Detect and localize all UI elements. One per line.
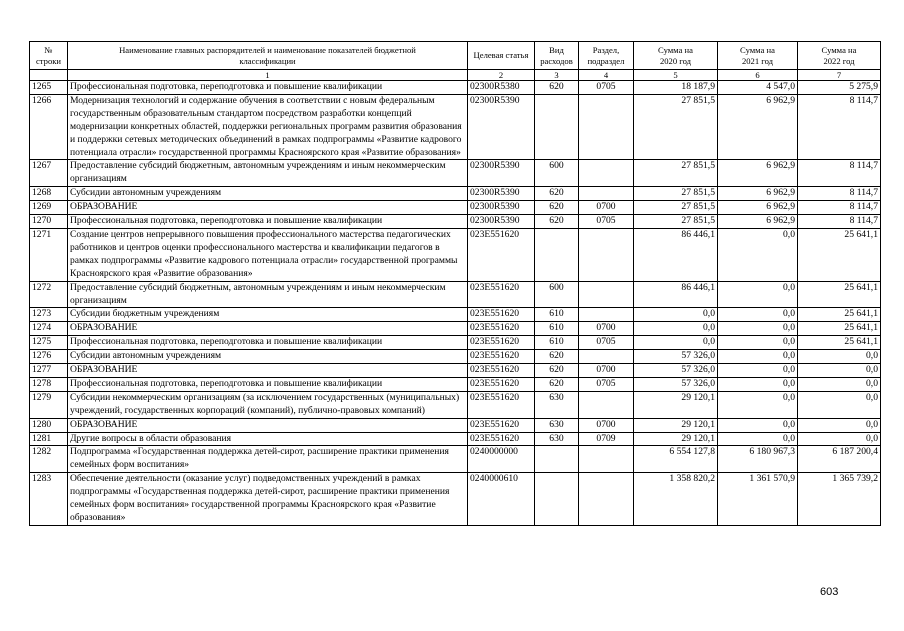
row-number: 1276 (30, 350, 68, 364)
row-target-code: 02300R5390 (468, 187, 535, 201)
table-row (30, 473, 881, 526)
row-number: 1275 (30, 336, 68, 350)
row-sum-2022: 6 187 200,4 (798, 446, 881, 473)
row-sum-2021: 6 962,9 (718, 187, 798, 201)
table-row (30, 308, 881, 322)
row-target-code: 02300R5380 (468, 81, 535, 95)
row-target-code: 0240000000 (468, 446, 535, 473)
row-expense-type: 620 (535, 377, 579, 391)
header-code: Целевая статья (468, 42, 535, 70)
row-sum-2021: 0,0 (718, 336, 798, 350)
row-expense-type: 620 (535, 81, 579, 95)
table-row (30, 336, 881, 350)
budget-table (29, 41, 881, 526)
column-number: 4 (579, 70, 634, 81)
row-sum-2020: 0,0 (634, 336, 718, 350)
row-sum-2021: 0,0 (718, 350, 798, 364)
row-target-code: 023E551620 (468, 432, 535, 446)
row-sum-2020: 0,0 (634, 322, 718, 336)
row-section (579, 228, 634, 281)
row-sum-2021: 6 962,9 (718, 94, 798, 160)
row-sum-2020: 57 326,0 (634, 364, 718, 378)
row-sum-2020: 27 851,5 (634, 160, 718, 187)
row-number: 1281 (30, 432, 68, 446)
table-row (30, 418, 881, 432)
row-sum-2021: 4 547,0 (718, 81, 798, 95)
row-sum-2022: 25 641,1 (798, 322, 881, 336)
header-sum-2021: Сумма на 2021 год (718, 42, 798, 70)
row-target-code: 02300R5390 (468, 94, 535, 160)
row-sum-2022: 8 114,7 (798, 215, 881, 229)
row-expense-type (535, 228, 579, 281)
row-sum-2022: 8 114,7 (798, 201, 881, 215)
row-sum-2021: 0,0 (718, 418, 798, 432)
row-sum-2022: 25 641,1 (798, 228, 881, 281)
row-sum-2022: 0,0 (798, 418, 881, 432)
row-sum-2022: 25 641,1 (798, 308, 881, 322)
row-target-code: 023E551620 (468, 364, 535, 378)
row-sum-2020: 57 326,0 (634, 377, 718, 391)
row-sum-2022: 25 641,1 (798, 336, 881, 350)
row-target-code: 023E551620 (468, 228, 535, 281)
row-name: Модернизация технологий и содержание обучения в соответствии с новым федеральным государственным образовательным стандартом посредством разработки концепций модернизации конкретных областей, поддержки региональных программ развития образования и поддержки сетевых методических объединений в рамках подпрограммы «Развитие кадрового потенциала отрасли» государственной программы Красноярского края «Развитие образования» (68, 94, 468, 160)
table-row (30, 446, 881, 473)
row-sum-2020: 86 446,1 (634, 281, 718, 308)
row-sum-2021: 0,0 (718, 228, 798, 281)
column-number-row (30, 70, 881, 81)
row-name: Профессиональная подготовка, переподготовка и повышение квалификации (68, 336, 468, 350)
table-row (30, 160, 881, 187)
row-target-code: 023E551620 (468, 418, 535, 432)
row-sum-2020: 0,0 (634, 308, 718, 322)
row-section: 0700 (579, 364, 634, 378)
row-name: Субсидии некоммерческим организациям (за исключением государственных (муниципальных) учреждений, государственных корпораций (компаний), публично-правовых компаний) (68, 391, 468, 418)
row-number: 1282 (30, 446, 68, 473)
table-row (30, 377, 881, 391)
row-section: 0705 (579, 336, 634, 350)
row-target-code: 023E551620 (468, 336, 535, 350)
row-sum-2022: 25 641,1 (798, 281, 881, 308)
column-number (30, 70, 68, 81)
row-sum-2021: 0,0 (718, 364, 798, 378)
row-sum-2022: 8 114,7 (798, 94, 881, 160)
row-number: 1271 (30, 228, 68, 281)
row-expense-type: 630 (535, 391, 579, 418)
row-expense-type: 630 (535, 418, 579, 432)
column-number: 6 (718, 70, 798, 81)
row-name: ОБРАЗОВАНИЕ (68, 364, 468, 378)
row-sum-2022: 0,0 (798, 432, 881, 446)
row-target-code: 023E551620 (468, 281, 535, 308)
row-expense-type: 610 (535, 322, 579, 336)
row-sum-2021: 6 180 967,3 (718, 446, 798, 473)
row-number: 1277 (30, 364, 68, 378)
row-section (579, 473, 634, 526)
row-sum-2022: 5 275,9 (798, 81, 881, 95)
row-sum-2021: 6 962,9 (718, 160, 798, 187)
row-expense-type (535, 446, 579, 473)
row-name: Профессиональная подготовка, переподготовка и повышение квалификации (68, 81, 468, 95)
row-number: 1272 (30, 281, 68, 308)
row-number: 1265 (30, 81, 68, 95)
row-name: ОБРАЗОВАНИЕ (68, 201, 468, 215)
row-section (579, 281, 634, 308)
row-sum-2021: 0,0 (718, 432, 798, 446)
row-sum-2020: 57 326,0 (634, 350, 718, 364)
column-number: 7 (798, 70, 881, 81)
row-expense-type: 600 (535, 160, 579, 187)
row-number: 1268 (30, 187, 68, 201)
row-section: 0705 (579, 81, 634, 95)
header-section: Раздел, подраздел (579, 42, 634, 70)
row-expense-type: 620 (535, 187, 579, 201)
row-section (579, 187, 634, 201)
row-target-code: 02300R5390 (468, 215, 535, 229)
row-section: 0705 (579, 215, 634, 229)
table-row (30, 350, 881, 364)
row-name: ОБРАЗОВАНИЕ (68, 418, 468, 432)
table-row (30, 322, 881, 336)
row-sum-2021: 0,0 (718, 322, 798, 336)
row-sum-2022: 1 365 739,2 (798, 473, 881, 526)
row-number: 1278 (30, 377, 68, 391)
row-sum-2020: 27 851,5 (634, 187, 718, 201)
row-sum-2022: 0,0 (798, 364, 881, 378)
row-sum-2022: 0,0 (798, 377, 881, 391)
row-sum-2021: 0,0 (718, 391, 798, 418)
row-name: Другие вопросы в области образования (68, 432, 468, 446)
column-number: 3 (535, 70, 579, 81)
row-number: 1280 (30, 418, 68, 432)
row-sum-2021: 1 361 570,9 (718, 473, 798, 526)
row-number: 1270 (30, 215, 68, 229)
header-no: № строки (30, 42, 68, 70)
row-section: 0700 (579, 322, 634, 336)
row-name: Субсидии бюджетным учреждениям (68, 308, 468, 322)
row-section: 0700 (579, 201, 634, 215)
row-target-code: 02300R5390 (468, 160, 535, 187)
row-sum-2022: 8 114,7 (798, 160, 881, 187)
row-section (579, 446, 634, 473)
row-target-code: 02300R5390 (468, 201, 535, 215)
row-name: ОБРАЗОВАНИЕ (68, 322, 468, 336)
row-section (579, 308, 634, 322)
header-sum-2020: Сумма на 2020 год (634, 42, 718, 70)
row-section: 0700 (579, 418, 634, 432)
row-name: Субсидии автономным учреждениям (68, 187, 468, 201)
row-number: 1283 (30, 473, 68, 526)
row-number: 1269 (30, 201, 68, 215)
row-expense-type: 630 (535, 432, 579, 446)
column-number: 5 (634, 70, 718, 81)
row-sum-2020: 29 120,1 (634, 432, 718, 446)
row-sum-2021: 0,0 (718, 281, 798, 308)
row-section: 0709 (579, 432, 634, 446)
row-name: Предоставление субсидий бюджетным, автономным учреждениям и иным некоммерческим организациям (68, 160, 468, 187)
row-sum-2020: 27 851,5 (634, 201, 718, 215)
row-expense-type (535, 94, 579, 160)
column-number: 1 (68, 70, 468, 81)
row-sum-2020: 27 851,5 (634, 94, 718, 160)
table-row (30, 81, 881, 95)
row-name: Субсидии автономным учреждениям (68, 350, 468, 364)
row-sum-2022: 0,0 (798, 391, 881, 418)
row-target-code: 023E551620 (468, 391, 535, 418)
row-sum-2022: 8 114,7 (798, 187, 881, 201)
page-number: 603 (820, 586, 839, 598)
row-expense-type: 620 (535, 350, 579, 364)
row-expense-type: 610 (535, 308, 579, 322)
row-expense-type: 600 (535, 281, 579, 308)
table-row (30, 201, 881, 215)
row-number: 1279 (30, 391, 68, 418)
row-sum-2021: 0,0 (718, 377, 798, 391)
row-sum-2020: 29 120,1 (634, 391, 718, 418)
row-expense-type: 620 (535, 201, 579, 215)
row-expense-type: 620 (535, 215, 579, 229)
row-target-code: 023E551620 (468, 377, 535, 391)
row-name: Предоставление субсидий бюджетным, автономным учреждениям и иным некоммерческим организациям (68, 281, 468, 308)
row-sum-2022: 0,0 (798, 350, 881, 364)
header-name: Наименование главных распорядителей и наименование показателей бюджетной классификации (68, 42, 468, 70)
table-row (30, 391, 881, 418)
table-row (30, 215, 881, 229)
header-sum-2022: Сумма на 2022 год (798, 42, 881, 70)
row-name: Создание центров непрерывного повышения профессионального мастерства педагогических работников и центров оценки профессионального мастерства и квалификации педагогов в рамках подпрограммы «Развитие кадрового потенциала отрасли» государственной программы Красноярского края «Развитие образования» (68, 228, 468, 281)
row-expense-type: 610 (535, 336, 579, 350)
row-section (579, 350, 634, 364)
row-sum-2020: 1 358 820,2 (634, 473, 718, 526)
table-row (30, 94, 881, 160)
row-target-code: 023E551620 (468, 350, 535, 364)
row-sum-2021: 6 962,9 (718, 215, 798, 229)
row-target-code: 0240000610 (468, 473, 535, 526)
row-sum-2020: 29 120,1 (634, 418, 718, 432)
table-row (30, 228, 881, 281)
row-target-code: 023E551620 (468, 308, 535, 322)
row-section (579, 391, 634, 418)
header-type: Вид расходов (535, 42, 579, 70)
row-sum-2020: 6 554 127,8 (634, 446, 718, 473)
row-expense-type: 620 (535, 364, 579, 378)
row-section (579, 94, 634, 160)
row-target-code: 023E551620 (468, 322, 535, 336)
column-number: 2 (468, 70, 535, 81)
row-number: 1267 (30, 160, 68, 187)
table-row (30, 364, 881, 378)
row-number: 1273 (30, 308, 68, 322)
row-name: Подпрограмма «Государственная поддержка детей-сирот, расширение практики применения семейных форм воспитания» (68, 446, 468, 473)
row-name: Обеспечение деятельности (оказание услуг) подведомственных учреждений в рамках подпрограммы «Государственная поддержка детей-сирот, расширение практики применения семейных форм воспитания» государственной программы Красноярского края «Развитие образования» (68, 473, 468, 526)
row-expense-type (535, 473, 579, 526)
header-row (30, 42, 881, 70)
row-number: 1274 (30, 322, 68, 336)
row-section (579, 160, 634, 187)
row-number: 1266 (30, 94, 68, 160)
row-section: 0705 (579, 377, 634, 391)
row-name: Профессиональная подготовка, переподготовка и повышение квалификации (68, 377, 468, 391)
row-sum-2020: 18 187,9 (634, 81, 718, 95)
row-sum-2021: 6 962,9 (718, 201, 798, 215)
row-sum-2020: 27 851,5 (634, 215, 718, 229)
table-row (30, 432, 881, 446)
table-body (30, 81, 881, 526)
row-sum-2021: 0,0 (718, 308, 798, 322)
table-row (30, 187, 881, 201)
table-row (30, 281, 881, 308)
row-sum-2020: 86 446,1 (634, 228, 718, 281)
row-name: Профессиональная подготовка, переподготовка и повышение квалификации (68, 215, 468, 229)
